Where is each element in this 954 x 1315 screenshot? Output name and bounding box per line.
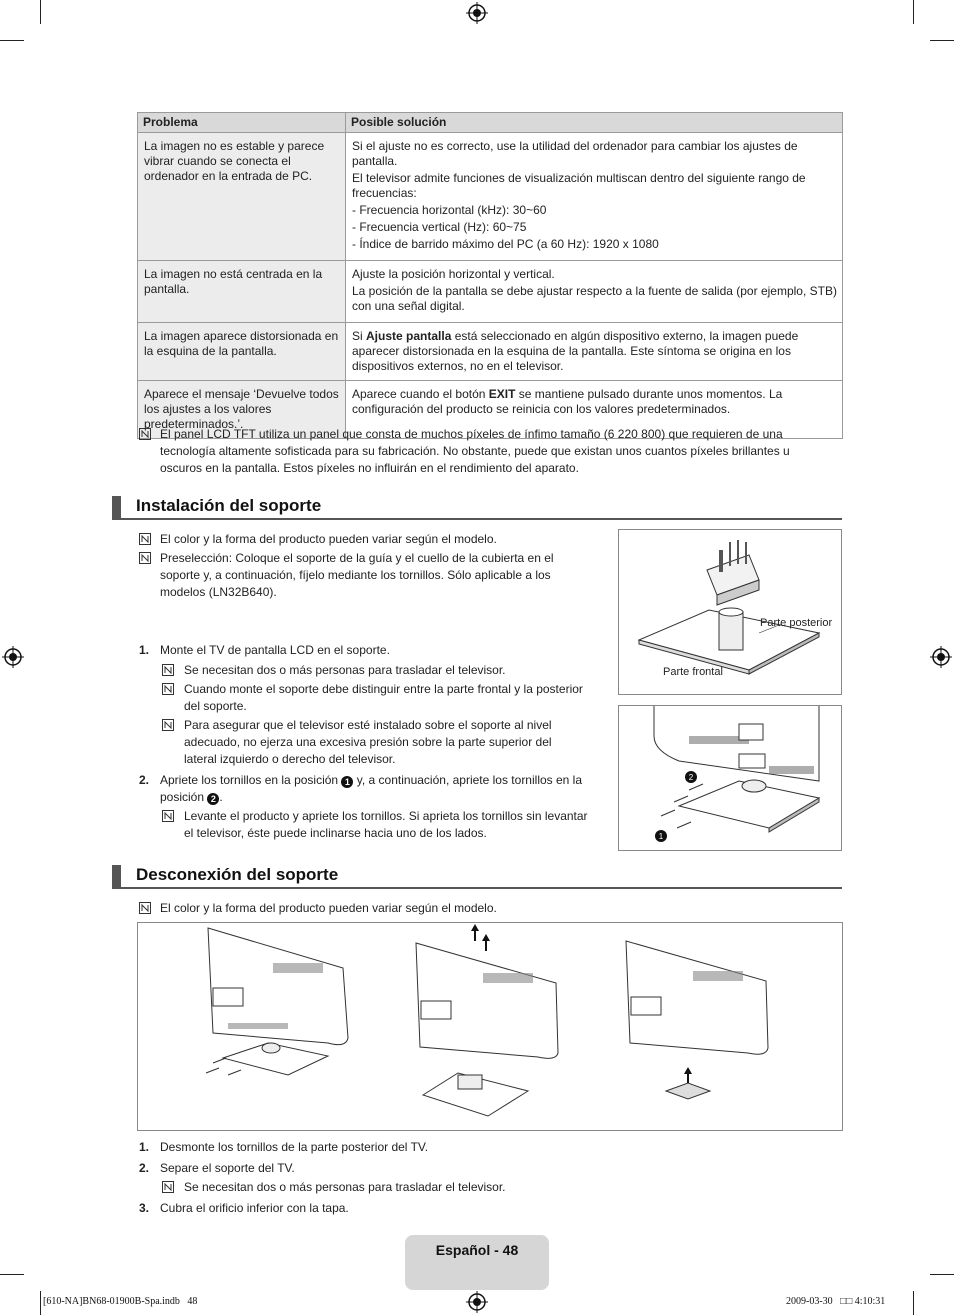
note-icon <box>162 664 174 676</box>
solution-cell <box>346 323 843 381</box>
section-marker <box>112 496 121 518</box>
table-row <box>138 261 843 323</box>
note-icon <box>162 719 174 731</box>
remove-step-2-note: Se necesitan dos o más personas para trasladar el televisor. <box>184 1180 506 1194</box>
section-title-remove: Desconexión del soporte <box>136 865 339 884</box>
problem-cell: Aparece el mensaje ‘Devuelve todos los ajustes a los valores predeterminados.’. <box>138 381 346 439</box>
step-number: 1. <box>139 643 150 657</box>
figure-label-back: Parte posterior <box>760 617 833 629</box>
section-rule <box>112 887 842 889</box>
crop-mark <box>913 1291 914 1315</box>
solution-bold-term: EXIT <box>488 387 516 401</box>
crop-mark <box>0 1274 24 1275</box>
note-icon <box>162 1181 174 1193</box>
solution-text: Aparece cuando el botón <box>352 387 489 401</box>
crop-mark <box>930 40 954 41</box>
crop-mark <box>0 40 24 41</box>
crop-mark <box>930 1274 954 1275</box>
stand-removal-drawing <box>138 923 842 1130</box>
remove-step-3: Cubra el orificio inferior con la tapa. <box>160 1201 349 1215</box>
crop-mark <box>40 1291 41 1315</box>
table-row <box>138 133 843 261</box>
solution-cell <box>346 261 843 323</box>
note-icon <box>162 810 174 822</box>
install-step-1-note: Se necesitan dos o más personas para trasladar el televisor. <box>184 663 506 677</box>
install-step-1-note: Para asegurar que el televisor esté instalado sobre el soporte al nivel adecuado, no ejerza una excesiva presión sobre la parte superior del lateral izquierdo o derecho del televisor. <box>184 718 552 766</box>
column-header-solution: Posible solución <box>346 113 843 133</box>
position-1-marker: 1 <box>341 776 353 788</box>
install-step-1-note: Cuando monte el soporte debe distinguir entre la parte frontal y la posterior del soporte. <box>184 682 583 713</box>
solution-line: Si el ajuste no es correcto, use la utilidad del ordenador para cambiar los ajustes de pantalla. <box>352 139 798 168</box>
step-number: 1. <box>139 1140 150 1154</box>
table-header-row <box>138 113 843 133</box>
svg-text:1: 1 <box>658 832 664 841</box>
solution-bold-term: Ajuste pantalla <box>366 329 452 343</box>
note-icon <box>139 428 151 440</box>
solution-line: - Frecuencia horizontal (kHz): 30~60 <box>352 203 547 217</box>
figure-label-front: Parte frontal <box>663 666 723 678</box>
note-icon <box>139 533 151 545</box>
position-2-marker: 2 <box>207 793 219 805</box>
solution-line: La posición de la pantalla se debe ajustar respecto a la fuente de salida (por ejemplo, STB) con una señal digital. <box>352 284 837 313</box>
solution-cell <box>346 133 843 261</box>
install-step-2 <box>160 772 600 806</box>
stand-screws-drawing <box>619 706 841 850</box>
install-step-2-note: Levante el producto y apriete los tornillos. Si aprieta los tornillos sin levantar el televisor, éste puede inclinarse hacia uno de los lados. <box>184 809 588 840</box>
solution-line: - Índice de barrido máximo del PC (a 60 Hz): 1920 x 1080 <box>352 237 659 251</box>
troubleshooting-table <box>137 112 843 439</box>
step-number: 2. <box>139 1161 150 1175</box>
stand-assembly-drawing <box>619 530 841 694</box>
stand-removal-figure <box>137 922 843 1131</box>
remove-step-2: Separe el soporte del TV. <box>160 1161 295 1175</box>
solution-line: Ajuste la posición horizontal y vertical. <box>352 267 555 281</box>
step-number: 2. <box>139 773 150 787</box>
page-number-label: Español - 48 <box>435 1242 519 1258</box>
registration-mark-icon <box>930 646 952 668</box>
solution-line: - Frecuencia vertical (Hz): 60~75 <box>352 220 527 234</box>
note-icon <box>139 552 151 564</box>
step-number: 3. <box>139 1201 150 1215</box>
section-title-install: Instalación del soporte <box>136 496 322 515</box>
problem-cell: La imagen aparece distorsionada en la esquina de la pantalla. <box>138 323 346 381</box>
section-marker <box>112 865 121 887</box>
solution-text: se mantiene pulsado durante unos momentos. La configuración del producto se reinicia con los valores predeterminados. <box>352 387 783 416</box>
stand-screws-figure <box>618 705 842 851</box>
print-date: 2009-03-30 □□ 4:10:31 <box>786 1296 886 1307</box>
lcd-note: El panel LCD TFT utiliza un panel que consta de muchos píxeles de ínfimo tamaño (6 220 800) que requieren de una tecnología altamente sofisticada para su fabricación. No obstante, puede que existan unos cuantos píxeles brillantes u oscuros en la pantalla. Estos píxeles no influirán en el rendimiento del aparato. <box>160 427 790 475</box>
remove-step-1: Desmonte los tornillos de la parte posterior del TV. <box>160 1140 429 1154</box>
solution-line: El televisor admite funciones de visualización multiscan dentro del siguiente rango de frecuencias: <box>352 171 806 200</box>
note-icon <box>139 902 151 914</box>
section-rule <box>112 518 842 520</box>
table-row <box>138 323 843 381</box>
registration-mark-icon <box>2 646 24 668</box>
step-text: Apriete los tornillos en la posición <box>160 773 342 787</box>
registration-mark-icon <box>466 2 488 24</box>
step-text: y, a continuación, apriete los tornillos en la posición <box>160 773 583 804</box>
install-step-1: Monte el TV de pantalla LCD en el soporte. <box>160 643 390 657</box>
install-note-preselection: Preselección: Coloque el soporte de la guía y el cuello de la cubierta en el soporte y, a continuación, fíjelo mediante los tornillos. Sólo aplicable a los modelos (LN32B640). <box>160 551 554 599</box>
column-header-problem: Problema <box>138 113 346 133</box>
install-note-color: El color y la forma del producto pueden variar según el modelo. <box>160 532 497 546</box>
file-info: [610-NA]BN68-01900B-Spa.indb 48 <box>43 1296 198 1307</box>
note-icon <box>162 683 174 695</box>
registration-mark-icon <box>466 1291 488 1313</box>
remove-note-color: El color y la forma del producto pueden variar según el modelo. <box>160 901 497 915</box>
stand-assembly-figure <box>618 529 842 695</box>
step-text: . <box>219 790 223 804</box>
crop-mark <box>913 0 914 24</box>
solution-text: está seleccionado en algún dispositivo externo, la imagen puede aparecer distorsionada en la esquina de la pantalla. Este síntoma se origina en los dispositivos externos, no en el televisor. <box>352 329 799 373</box>
solution-text: Si <box>352 329 367 343</box>
svg-text:2: 2 <box>688 773 694 782</box>
crop-mark <box>40 0 41 24</box>
problem-cell: La imagen no es estable y parece vibrar cuando se conecta el ordenador en la entrada de PC. <box>138 133 346 261</box>
problem-cell: La imagen no está centrada en la pantalla. <box>138 261 346 323</box>
